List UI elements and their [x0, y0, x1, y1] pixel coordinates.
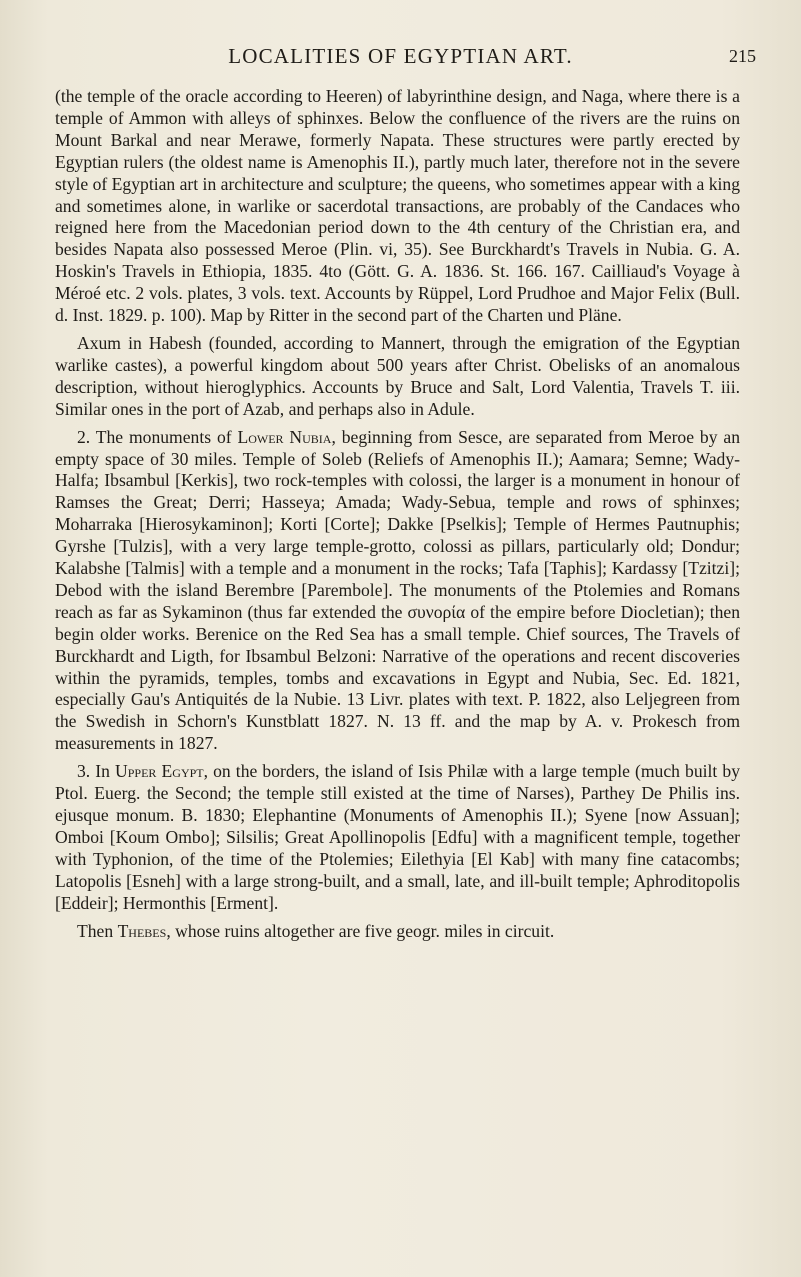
section-heading-thebes: Thebes [117, 920, 167, 941]
paragraph-lead: 2. The monuments of [77, 426, 238, 447]
paragraph-thebes [55, 921, 740, 943]
body-text [55, 86, 740, 948]
paragraph-upper-egypt [55, 761, 740, 914]
page-header [0, 44, 801, 74]
paragraph-text: , on the borders, the island of Isis Philæ with a large temple (much built by Ptol. Euerg. the Second; the temple still existed at the time of Narses), Parthey De Philis ins. ejusque monum. B. 1830; Elephantine (Monuments of Amenophis II.); Syene [now Assuan]; Omboi [Koum Ombo]; Silsilis; Great Apollinopolis [Edfu] with a magnificent temple, together with Typhonion, of the time of the Ptolemies; Eilethyia [El Kab] with many fine catacombs; Latopolis [Esneh] with a large strong-built, and a small, late, and ill-built temple; Aphroditopolis [Eddeir]; Hermonthis [Erment]. [55, 761, 740, 913]
paragraph-text: , whose ruins altogether are five geogr. miles in circuit. [166, 920, 555, 941]
paragraph-lead: Then [77, 920, 118, 941]
paragraph-text: Axum in Habesh (founded, according to Mannert, through the emigration of the Egyptian warlike castes), a powerful kingdom about 500 years after Christ. Obelisks of an anomalous description, without hieroglyphics. Accounts by Bruce and Salt, Lord Valentia, Travels T. iii. Similar ones in the port of Azab, and perhaps also in Adule. [55, 332, 740, 419]
paragraph-axum [55, 333, 740, 421]
section-heading-lower-nubia: Lower Nubia [237, 426, 332, 447]
paragraph-meroe [55, 86, 740, 327]
paragraph-lead: 3. In [77, 761, 116, 782]
paragraph-text: , beginning from Sesce, are separated from Meroe by an empty space of 30 miles. Temple of Soleb (Reliefs of Amenophis II.); Aamara; Semne; Wady-Halfa; Ibsambul [Kerkis], two rock-temples with colossi, the larger is a monument in honour of Ramses the Great; Derri; Hasseya; Amada; Wady-Sebua, temple and rows of sphinxes; Moharraka [Hierosykaminon]; Korti [Corte]; Dakke [Pselkis]; Temple of Hermes Pautnuphis; Gyrshe [Tulzis], with a very large temple-grotto, colossi as pillars, particularly old; Dondur; Kalabshe [Talmis] with a temple and a monument in the rocks; Tafa [Taphis]; Kardassy [Tzitzi]; Debod with the island Berembre [Parembole]. The monuments of the Ptolemies and Romans reach as far as Sykaminon (thus far extended the συνορία of the empire before Diocletian); then begin older works. Berenice on the Red Sea has a small temple. Chief sources, The Travels of Burckhardt and Ligth, for Ibsambul Belzoni: Narrative of the operations and recent discoveries within the pyramids, temples, tombs and excavations in Egypt and Nubia, Sec. Ed. 1821, especially Gau's Antiquités de la Nubie. 13 Livr. plates with text. P. 1822, also Leljegreen from the Swedish in Schorn's Kunstblatt 1827. N. 13 ff. and the map by A. v. Prokesch from measurements in 1827. [55, 426, 740, 754]
running-head: LOCALITIES OF EGYPTIAN ART. [228, 44, 573, 68]
paragraph-lower-nubia [55, 427, 740, 756]
page-number: 215 [729, 46, 756, 66]
paragraph-text: (the temple of the oracle according to Heeren) of labyrinthine design, and Naga, where there is a temple of Ammon with alleys of sphinxes. Below the confluence of the rivers are the ruins on Mount Barkal and near Merawe, formerly Napata. These structures were partly erected by Egyptian rulers (the oldest name is Amenophis II.), partly much later, therefore not in the severe style of Egyptian art in architecture and sculpture; the queens, who sometimes appear with a king and sometimes alone, in warlike or sacerdotal transactions, are probably of the Candaces who reigned here from the Macedonian period down to the 4th century of the Christian era, and besides Napata also possessed Meroe (Plin. vi, 35). See Burckhardt's Travels in Nubia. G. A. Hoskin's Travels in Ethiopia, 1835. 4to (Gött. G. A. 1836. St. 166. 167. Cailliaud's Voyage à Méroé etc. 2 vols. plates, 3 vols. text. Accounts by Rüppel, Lord Prudhoe and Major Felix (Bull. d. Inst. 1829. p. 100). Map by Ritter in the second part of the Charten und Pläne. [55, 86, 740, 326]
section-heading-upper-egypt: Upper Egypt [115, 761, 204, 782]
